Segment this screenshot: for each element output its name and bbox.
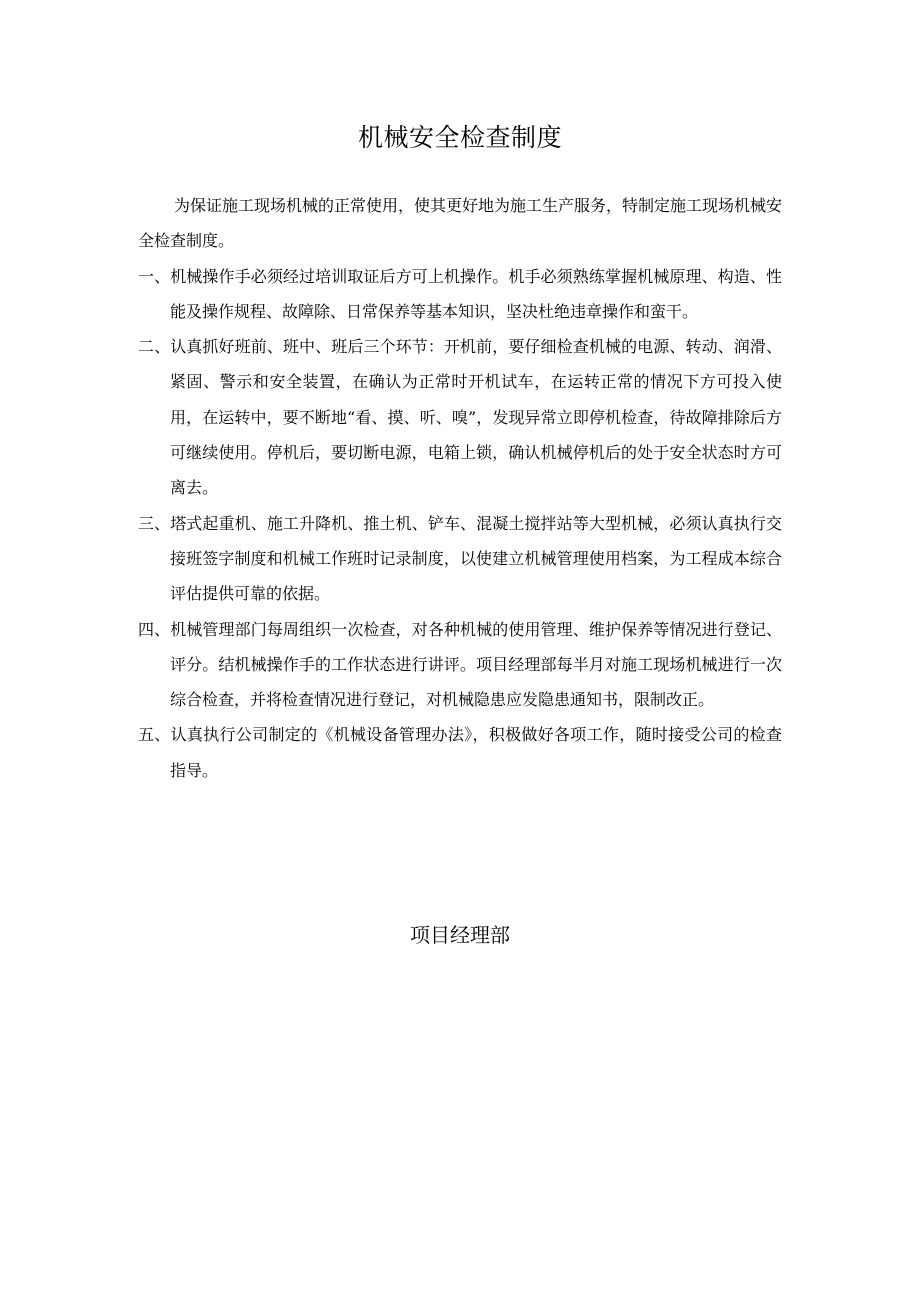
signature-department: 项目经理部 — [410, 923, 510, 947]
document-title: 机械安全检查制度 — [357, 123, 562, 152]
rule-item-4: 四、机械管理部门每周组织一次检查，对各种机械的使用管理、维护保养等情况进行登记、评分。结机械操作手的工作状态进行讲评。项目经理部每半月对施工现场机械进行一次综合检查，并将检查情况进行登记，对机械隐患应发隐患通知书，限制改正。 — [138, 619, 782, 710]
rule-item-1: 一、机械操作手必须经过培训取证后方可上机操作。机手必须熟练掌握机械原理、构造、性能及操作规程、故障除、日常保养等基本知识，坚决杜绝违章操作和蛮干。 — [138, 266, 782, 321]
document-body — [138, 188, 782, 788]
rule-item-5: 五、认真执行公司制定的《机械设备管理办法》，积极做好各项工作，随时接受公司的检查指导。 — [138, 725, 782, 780]
rule-item-3: 三、塔式起重机、施工升降机、推土机、铲车、混凝土搅拌站等大型机械，必须认真执行交接班签字制度和机械工作班时记录制度，以使建立机械管理使用档案，为工程成本综合评估提供可靠的依据。 — [138, 513, 782, 604]
rule-item-2: 二、认真抓好班前、班中、班后三个环节：开机前，要仔细检查机械的电源、转动、润滑、紧固、警示和安全装置，在确认为正常时开机试车，在运转正常的情况下方可投入使用，在运转中，要不断地“看、摸、听、嗅”，发现异常立即停机检查，待故障排除后方可继续使用。停机后，要切断电源，电箱上锁，确认机械停机后的处于安全状态时方可离去。 — [138, 337, 782, 498]
intro-paragraph: 为保证施工现场机械的正常使用，使其更好地为施工生产服务，特制定施工现场机械安全检查制度。 — [138, 196, 783, 251]
